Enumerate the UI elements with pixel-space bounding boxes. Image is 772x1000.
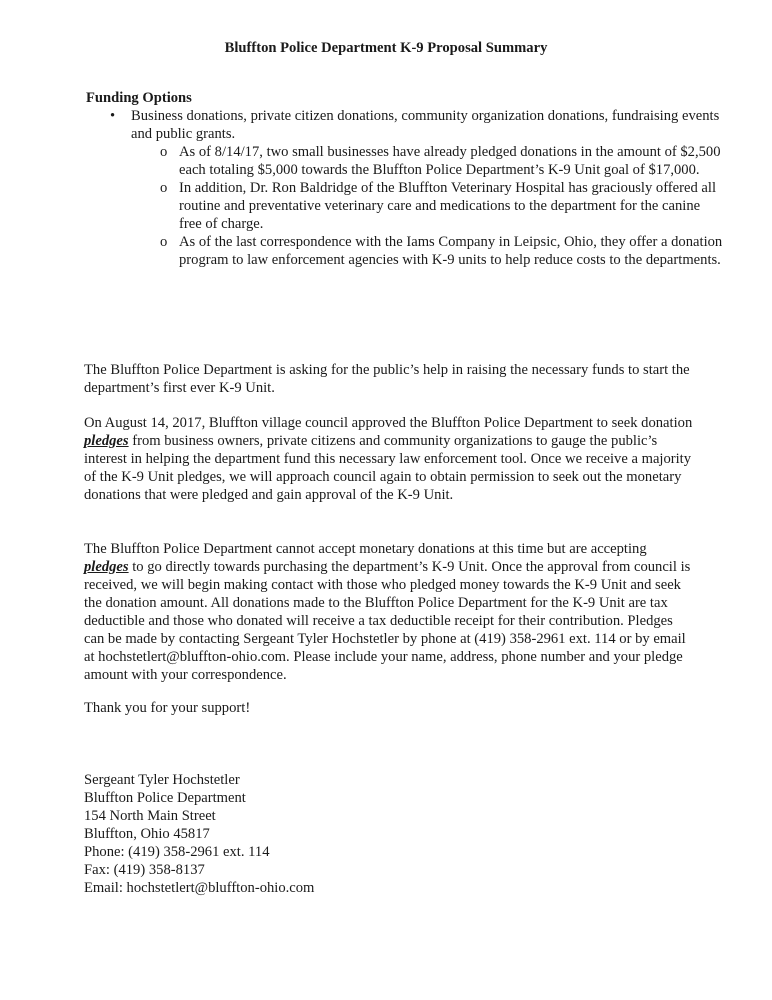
paragraph-donation-info: [84, 540, 694, 684]
thanks-line: Thank you for your support!: [84, 700, 251, 716]
signature-city: Bluffton, Ohio 45817: [84, 826, 210, 842]
paragraph-text: to go directly towards purchasing the department’s K-9 Unit. Once the approval from council is received, we will begin making contact with those who pledged money towards the K-9 Unit and seek the donation amount. All donations made to the Bluffton Police Department for the K-9 Unit are tax deductible and those who donated will receive a tax deductible receipt for their contribution. Pledges can be made by contacting Sergeant Tyler Hochstetler by phone at (419) 358-2961 ext. 114 or by email at hochstetlert@bluffton-ohio.com. Please include your name, address, phone number and your pledge amount with your correspondence.: [84, 559, 691, 683]
paragraph-text: from business owners, private citizens and community organizations to gauge the public’s interest in helping the department fund this necessary law enforcement tool. Once we receive a majority of the K-9 Unit pledges, we will approach council again to obtain permission to seek out the monetary donations that were pledged and gain approval of the K-9 Unit.: [84, 433, 692, 503]
signature-department: Bluffton Police Department: [84, 790, 246, 806]
circle-bullet-icon: o: [160, 144, 168, 160]
paragraph-text: The Bluffton Police Department cannot accept monetary donations at this time but are accepting: [84, 541, 647, 557]
signature-name: Sergeant Tyler Hochstetler: [84, 772, 240, 788]
signature-fax: Fax: (419) 358-8137: [84, 862, 205, 878]
list-item: [86, 233, 726, 269]
funding-options-heading: Funding Options: [86, 90, 192, 106]
pledges-emphasis: pledges: [84, 433, 129, 449]
signature-phone: Phone: (419) 358-2961 ext. 114: [84, 844, 270, 860]
signature-email: Email: hochstetlert@bluffton-ohio.com: [84, 880, 315, 896]
funding-options-list: [86, 107, 726, 269]
paragraph-text: On August 14, 2017, Bluffton village council approved the Bluffton Police Department to seek donation: [84, 415, 693, 431]
circle-bullet-icon: o: [160, 180, 168, 196]
paragraph-public-help: The Bluffton Police Department is asking for the public’s help in raising the necessary funds to start the department’s first ever K-9 Unit.: [84, 362, 690, 396]
sub-item-text: As of 8/14/17, two small businesses have already pledged donations in the amount of $2,500 each totaling $5,000 towards the Bluffton Police Department’s K-9 Unit goal of $17,000.: [179, 144, 721, 178]
list-item: [86, 107, 726, 143]
document-title: Bluffton Police Department K-9 Proposal Summary: [224, 40, 548, 56]
signature-street: 154 North Main Street: [84, 808, 216, 824]
bullet-icon: •: [110, 108, 116, 124]
paragraph-council-approval: [84, 414, 694, 504]
funding-bullet-text: Business donations, private citizen donations, community organization donations, fundraising events and public grants.: [131, 108, 720, 142]
sub-item-text: As of the last correspondence with the Iams Company in Leipsic, Ohio, they offer a donation program to law enforcement agencies with K-9 units to help reduce costs to the departments.: [179, 234, 723, 268]
pledges-emphasis: pledges: [84, 559, 129, 575]
funding-sub-list: [86, 143, 726, 269]
circle-bullet-icon: o: [160, 234, 168, 250]
list-item: [86, 143, 726, 179]
signature-block: [84, 771, 314, 897]
sub-item-text: In addition, Dr. Ron Baldridge of the Bluffton Veterinary Hospital has graciously offered all routine and preventative veterinary care and medications to the department for the canine free of charge.: [179, 180, 717, 232]
list-item: [86, 179, 726, 233]
